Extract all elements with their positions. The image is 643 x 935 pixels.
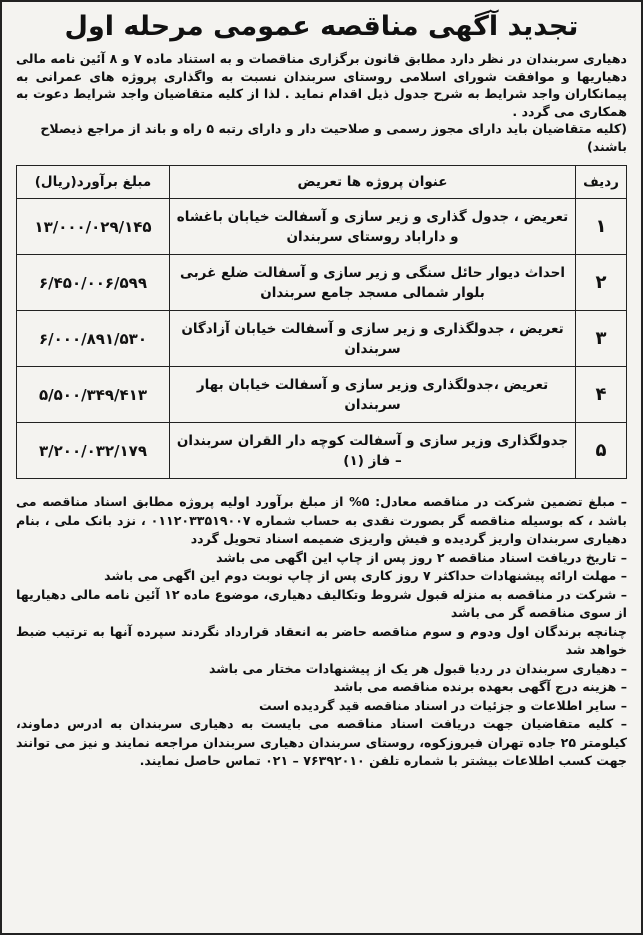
row-number: ۲ bbox=[576, 255, 627, 311]
row-number: ۴ bbox=[576, 367, 627, 423]
table-row bbox=[17, 367, 627, 423]
tender-conditions bbox=[16, 493, 627, 771]
estimated-price: ۶/۴۵۰/۰۰۶/۵۹۹ bbox=[17, 255, 170, 311]
estimated-price: ۱۳/۰۰۰/۰۲۹/۱۴۵ bbox=[17, 199, 170, 255]
project-title: تعریض ، جدولگذاری و زیر سازی و آسفالت خیابان آزادگان سربندان bbox=[170, 311, 576, 367]
condition-guarantee: – مبلغ تضمین شرکت در مناقصه معادل: ۵% از مبلغ برآورد اولیه پروژه مطابق اسناد مناقصه می باشد ، که بوسیله مناقصه گر بصورت نقدی به حساب شماره ۰۱۱۲۰۳۳۵۱۹۰۰۷ ، نزد بانک ملی ، بنام دهیاری سربندان واریز گردیده و فیش واریزی ضمیمه اسناد تحویل گردد bbox=[16, 494, 627, 546]
condition-acceptance: – شرکت در مناقصه به منزله قبول شروط وتکالیف دهیاری، موضوع ماده ۱۲ آئین نامه مالی دهیاریها از سوی مناقصه گر می باشد bbox=[16, 586, 627, 620]
eligibility-note: (کلیه متقاضیان باید دارای مجوز رسمی و صلاحیت دار و دارای رتبه ۵ راه و باند از مراجع ذیصلاح باشند) bbox=[40, 121, 627, 154]
estimated-price: ۶/۰۰۰/۸۹۱/۵۳۰ bbox=[17, 311, 170, 367]
condition-ad-cost: – هزینه درج آگهی بعهده برنده مناقصه می باشد bbox=[333, 679, 627, 694]
table-row bbox=[17, 255, 627, 311]
header-row-number: ردیف bbox=[576, 166, 627, 199]
projects-table bbox=[16, 165, 627, 479]
header-project-title: عنوان پروژه ها تعریض bbox=[170, 166, 576, 199]
project-title: تعریض ، جدول گذاری و زیر سازی و آسفالت خیابان باغشاه و داراباد روستای سربندان bbox=[170, 199, 576, 255]
row-number: ۳ bbox=[576, 311, 627, 367]
table-header-row bbox=[17, 166, 627, 199]
row-number: ۱ bbox=[576, 199, 627, 255]
condition-forfeit: چنانچه برندگان اول ودوم و سوم مناقصه حاضر به انعقاد قرارداد نگردند سپرده آنها به ترتیب ضبط خواهد شد bbox=[16, 623, 627, 657]
condition-document-date: – تاریخ دریافت اسناد مناقصه ۲ روز پس از چاپ این اگهی می باشد bbox=[216, 549, 627, 565]
table-row bbox=[17, 311, 627, 367]
notice-intro: دهیاری سربندان در نظر دارد مطابق قانون برگزاری مناقصات و به استناد ماده ۷ و ۸ آئین نامه مالی دهیاریها و موافقت شورای اسلامی روستای سربندان نسبت به واگذاری پروژه های عمرانی به پیمانکاران واجد شرایط به شرح جدول ذیل اقدام نماید . لذا از کلیه متقاضیان واجد شرایط دعوت به همکاری می گردد . bbox=[16, 51, 628, 119]
condition-rejection-right: – دهیاری سربندان در ردیا قبول هر یک از پیشنهادات مختار می باشد bbox=[209, 660, 627, 676]
table-row bbox=[17, 423, 627, 479]
condition-other-info: – سایر اطلاعات و جزئیات در اسناد مناقصه قید گردیده است bbox=[259, 697, 627, 713]
estimated-price: ۵/۵۰۰/۳۴۹/۴۱۳ bbox=[17, 367, 170, 423]
estimated-price: ۳/۲۰۰/۰۳۲/۱۷۹ bbox=[17, 423, 170, 479]
table-row bbox=[17, 199, 627, 255]
row-number: ۵ bbox=[576, 423, 627, 479]
condition-contact: – کلیه متقاضیان جهت دریافت اسناد مناقصه می بایست به دهیاری سربندان به ادرس دماوند، کیلومتر ۲۵ جاده تهران فیروزکوه، روستای سربندان دهیاری سربندان مراجعه نمایند و نیز می توانند جهت کسب اطلاعات بیشتر با شماره تلفن ۷۶۳۹۲۰۱۰ – ۰۲۱ تماس حاصل نمایند. bbox=[16, 716, 627, 768]
project-title: جدولگذاری وزیر سازی و آسفالت کوچه دار القران سربندان – فاز (۱) bbox=[170, 423, 576, 479]
condition-deadline: – مهلت ارائه پیشنهادات حداکثر ۷ روز کاری پس از چاپ نوبت دوم این اگهی می باشد bbox=[104, 568, 627, 583]
project-title: تعریض ،جدولگذاری وزیر سازی و آسفالت خیابان بهار سربندان bbox=[170, 367, 576, 423]
header-estimated-price: مبلغ برآورد(ریال) bbox=[17, 166, 170, 199]
notice-title: تجدید آگهی مناقصه عمومی مرحله اول bbox=[64, 11, 579, 42]
project-title: احداث دیوار حائل سنگی و زیر سازی و آسفالت ضلع غربی بلوار شمالی مسجد جامع سربندان bbox=[170, 255, 576, 311]
